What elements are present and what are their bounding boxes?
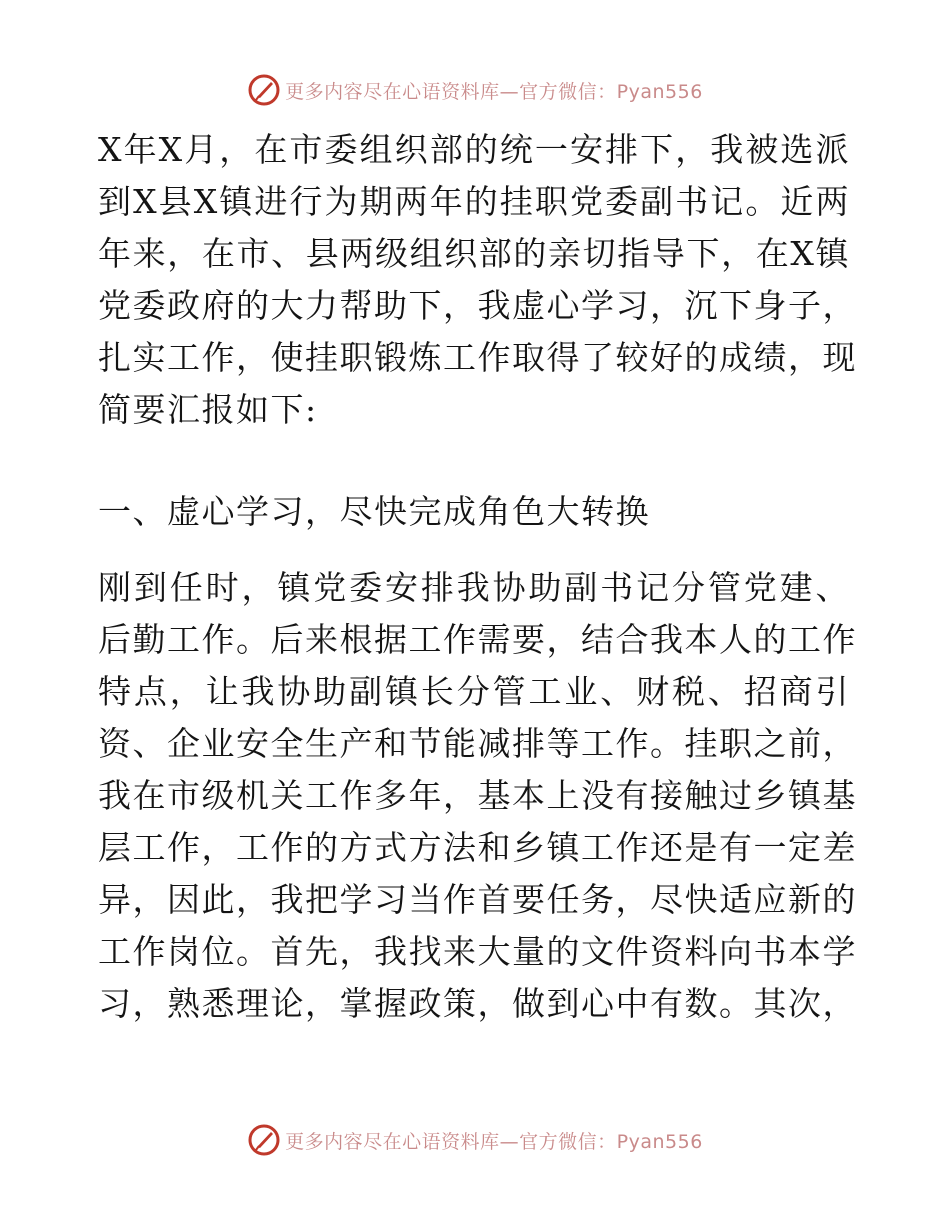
footer-watermark [0,1120,950,1160]
paragraph-intro [98,124,857,436]
watermark-text: 更多内容尽在心语资料库—官方微信：Pyan556 [285,80,703,103]
section-heading: 一、虚心学习，尽快完成角色大转换 [98,492,650,531]
text-line: 资、企业安全生产和节能减排等工作。挂职之前， [98,724,857,763]
text-line: 简要汇报如下: [98,390,318,429]
text-line: 异，因此，我把学习当作首要任务，尽快适应新的 [98,880,857,919]
text-line: 特点，让我协助副镇长分管工业、财税、招商引 [98,672,850,711]
text-line: 我在市级机关工作多年，基本上没有接触过乡镇基 [98,776,857,815]
watermark-text: 更多内容尽在心语资料库—官方微信：Pyan556 [285,1130,703,1153]
text-line: 年来，在市、县两级组织部的亲切指导下，在X镇 [98,234,850,273]
text-line: 后勤工作。后来根据工作需要，结合我本人的工作 [98,620,857,659]
paragraph-section-1 [98,562,857,1030]
text-line: 工作岗位。首先，我找来大量的文件资料向书本学 [98,932,857,971]
quill-logo-icon [247,1123,281,1157]
quill-logo-icon [247,73,281,107]
text-line: 层工作，工作的方式方法和乡镇工作还是有一定差 [98,828,857,867]
text-line: 党委政府的大力帮助下，我虚心学习，沉下身子， [98,286,857,325]
header-watermark [0,70,950,110]
text-line: X年X月，在市委组织部的统一安排下，我被选派 [98,130,850,169]
text-line: 扎实工作，使挂职锻炼工作取得了较好的成绩，现 [98,338,857,377]
text-line: 刚到任时，镇党委安排我协助副书记分管党建、 [98,568,850,607]
text-line: 到X县X镇进行为期两年的挂职党委副书记。近两 [98,182,850,221]
text-line: 习，熟悉理论，掌握政策，做到心中有数。其次， [98,984,857,1023]
